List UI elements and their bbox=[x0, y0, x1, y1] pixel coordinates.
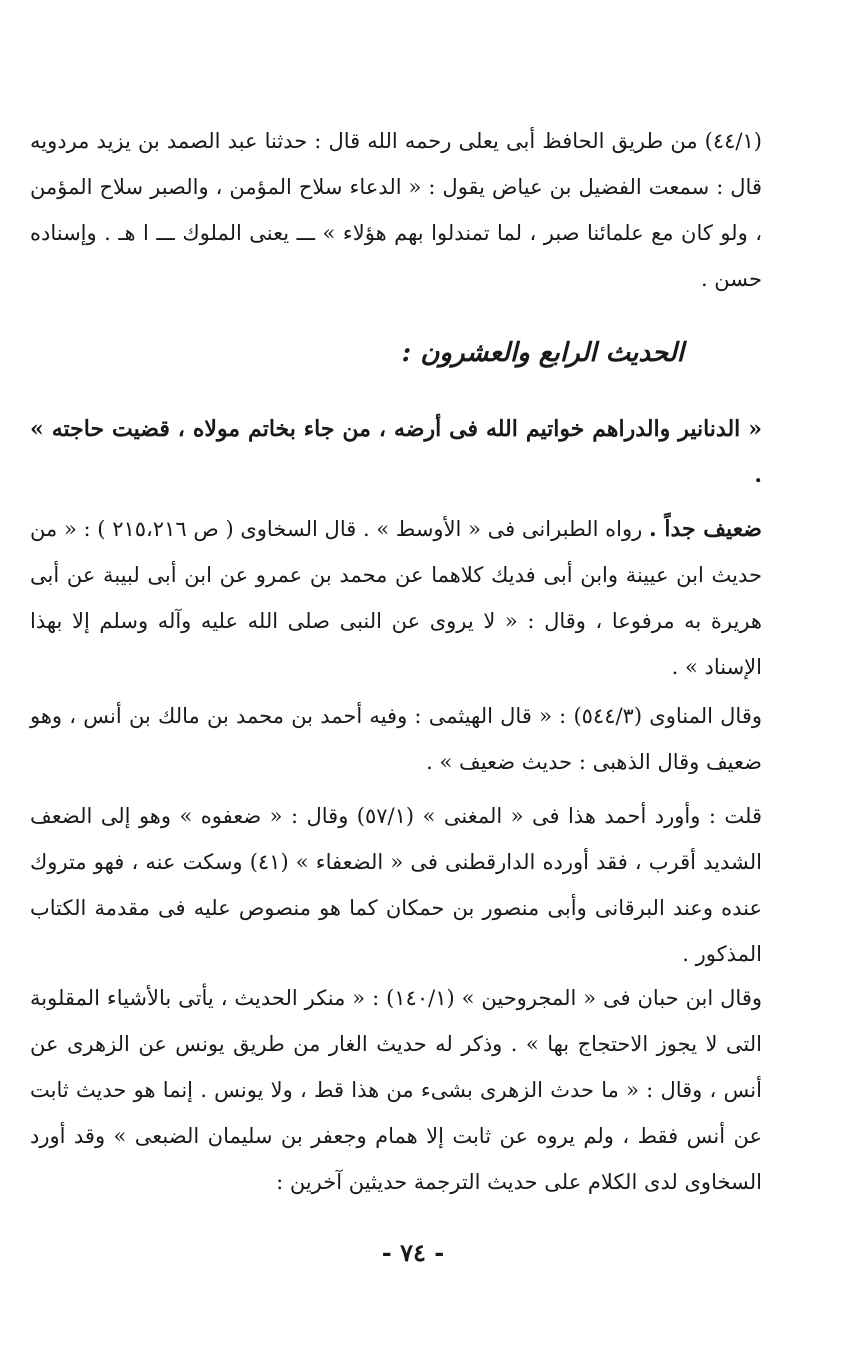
verdict-paragraph bbox=[30, 506, 762, 690]
verdict-text: رواه الطبرانى فى « الأوسط » . قال السخاوى ( ص ٢١٥،٢١٦ ) : « من حديث ابن عيينة وابن أبى فديك كلاهما عن محمد بن عمرو عن ابن أبى لبيبة عن أبى هريرة به مرفوعا ، وقال : « لا يروى عن النبى صلى الله عليه وآله وسلم إلا بهذا الإسناد » . bbox=[30, 517, 762, 679]
verdict-label: ضعيف جداً . bbox=[648, 516, 762, 542]
qultu-paragraph: قلت : وأورد أحمد هذا فى « المغنى » (٥٧/١) وقال : « ضعفوه » وهو إلى الضعف الشديد أقرب ، فقد أورده الدارقطنى فى « الضعفاء » (٤١) وسكت عنه ، فهو متروك عنده وعند البرقانى وأبى منصور بن حمكان كما هو منصوص عليه فى مقدمة الكتاب المذكور . bbox=[30, 804, 762, 966]
ibn-hibban-paragraph: وقال ابن حبان فى « المجروحين » (١٤٠/١) : « منكر الحديث ، يأتى بالأشياء المقلوبة التى لا يجوز الاحتجاج بها » . وذكر له حديث الغار من طريق يونس عن الزهرى عن أنس ، وقال : « ما حدث الزهرى بشىء من هذا قط ، ولا يونس . إنما هو حديث ثابت عن أنس فقط ، ولم يروه عن ثابت إلا همام وجعفر بن سليمان الضبعى » وقد أورد السخاوى لدى الكلام على حديث الترجمة حديثين آخرين : bbox=[30, 986, 763, 1194]
manawi-paragraph: وقال المناوى (٥٤٤/٣) : « قال الهيثمى : وفيه أحمد بن محمد بن مالك بن أنس ، وهو ضعيف وقال الذهبى : حديث ضعيف » . bbox=[30, 704, 762, 774]
intro-paragraph: (٤٤/١) من طريق الحافظ أبى يعلى رحمه الله قال : حدثنا عبد الصمد بن يزيد مردويه قال : سمعت الفضيل بن عياض يقول : « الدعاء سلاح المؤمن ، والصبر سلاح المؤمن ، ولو كان مع علمائنا صبر ، لما تمندلوا بهم هؤلاء » ـــ يعنى الملوك ـــ ا هـ . وإسناده حسن . bbox=[30, 129, 762, 291]
page-number: - ٧٤ - bbox=[381, 1238, 445, 1267]
hadith-text: « الدنانير والدراهم خواتيم الله فى أرضه ، من جاء بخاتم مولاه ، قضيت حاجته » . bbox=[30, 416, 762, 488]
section-title: الحديث الرابع والعشرون : bbox=[401, 338, 684, 368]
document-page bbox=[30, 118, 762, 1318]
